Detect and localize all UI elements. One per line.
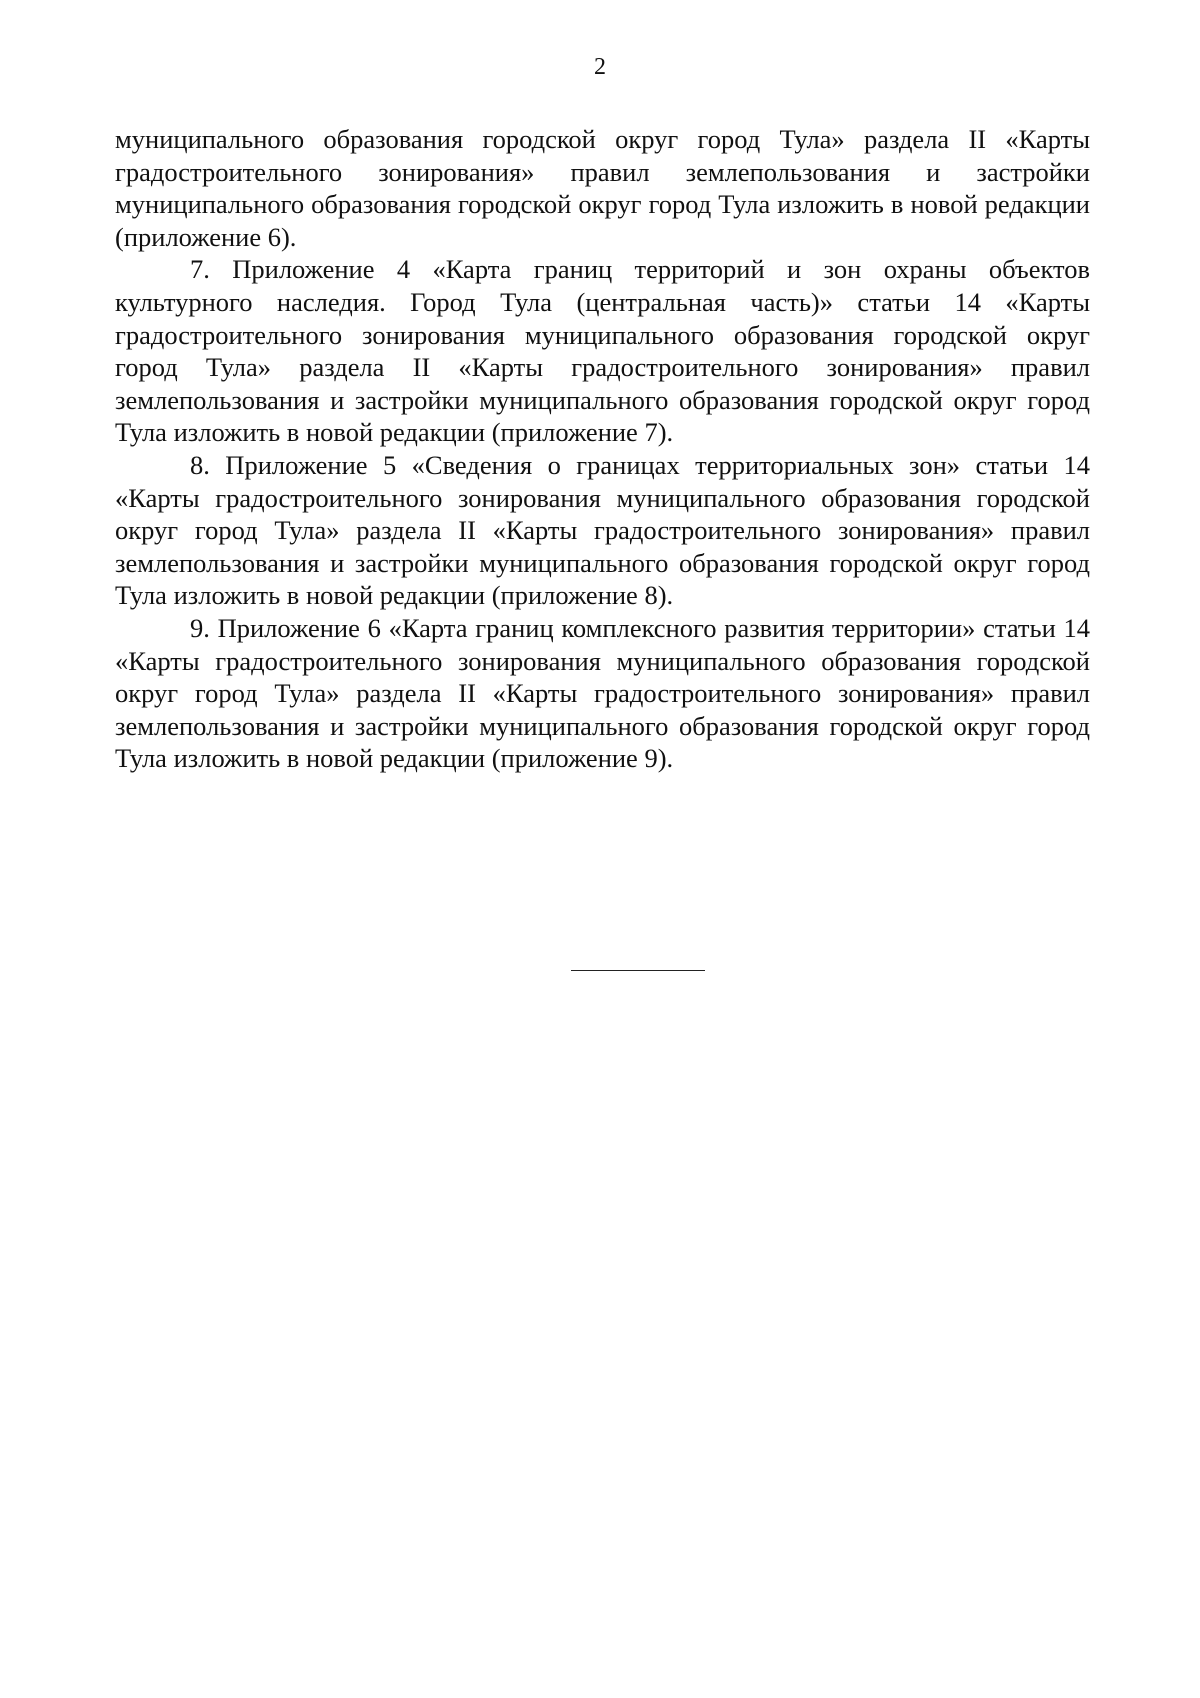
paragraph-continuation: муниципального образования городской округ город Тула» раздела II «Карты градостроительного зонирования» правил землепользования и застройки муниципального образования городской округ город Тула изложить в новой редакции (приложение 6). [115,124,1090,252]
paragraph-item-7: 7. Приложение 4 «Карта границ территорий и зон охраны объектов культурного наследия. Город Тула (центральная часть)» статьи 14 «Карты градостроительного зонирования муниципального образования городской округ город Тула» раздела II «Карты градостроительного зонирования» правил землепользования и застройки муниципального образования городской округ город Тула изложить в новой редакции (приложение 7). [115,254,1090,448]
paragraph-item-9: 9. Приложение 6 «Карта границ комплексного развития территории» статьи 14 «Карты градостроительного зонирования муниципального образования городской округ город Тула» раздела II «Карты градостроительного зонирования» правил землепользования и застройки муниципального образования городской округ город Тула изложить в новой редакции (приложение 9). [115,612,1090,774]
document-body [115,123,1090,775]
page-number: 2 [594,54,606,80]
paragraph-item-8: 8. Приложение 5 «Сведения о границах территориальных зон» статьи 14 «Карты градостроительного зонирования муниципального образования городской округ город Тула» раздела II «Карты градостроительного зонирования» правил землепользования и застройки муниципального образования городской округ город Тула изложить в новой редакции (приложение 8). [115,449,1090,611]
end-separator-line [571,970,705,971]
